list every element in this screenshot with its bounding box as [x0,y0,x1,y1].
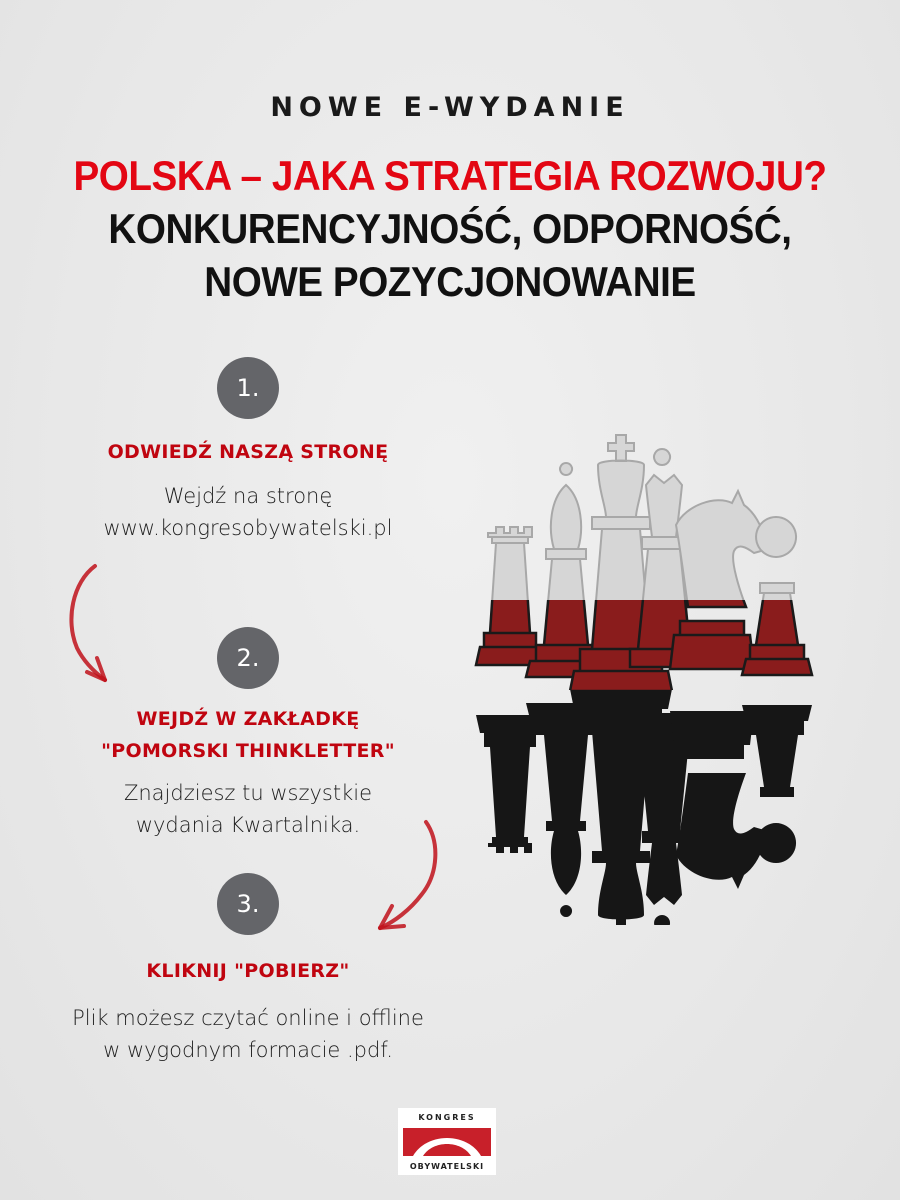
step-1-circle: 1. [217,357,279,419]
step-1-text [0,480,496,544]
title-red: POLSKA – JAKA STRATEGIA ROZWOJU? [73,152,827,199]
step-3-heading-line: KLIKNIJ "POBIERZ" [146,960,350,982]
bridge-arch-icon [403,1128,491,1156]
step-2-heading-line-2: "POMORSKI THINKLETTER" [101,740,395,762]
step-3-heading [0,955,496,987]
step-1-heading-line: ODWIEDŹ NASZĄ STRONĘ [107,441,389,463]
step-1-heading [0,436,496,468]
step-3-text-line-1: Plik możesz czytać online i offline [72,1006,424,1030]
kicker: NOWE E-WYDANIE [270,92,630,123]
step-2-text-line-2: wydania Kwartalnika. [135,813,361,837]
step-3-circle: 3. [217,873,279,935]
title-black-line2: NOWE POZYCJONOWANIE [204,258,696,305]
logo-bottom-text: OBYWATELSKI [409,1162,485,1171]
step-2-heading-line-1: WEJDŹ W ZAKŁADKĘ [136,708,360,730]
step-2-heading [0,703,496,767]
logo-top-text: KONGRES [418,1113,476,1122]
kongres-obywatelski-logo[interactable] [398,1108,496,1175]
title-black-line1: KONKURENCYJNOŚĆ, ODPORNOŚĆ, [108,205,792,252]
arrow-down-right-icon [55,560,125,690]
step-3-text-line-2: w wygodnym formacie .pdf. [103,1038,393,1062]
step-3-text [0,1002,496,1066]
arrow-down-left-icon [370,818,450,933]
step-2-circle: 2. [217,627,279,689]
chess-pieces-illustration [470,425,820,925]
step-1-text-line: Wejdź na stronę [163,484,333,508]
step-1-url[interactable]: www.kongresobywatelski.pl [103,516,393,540]
step-2-text-line-1: Znajdziesz tu wszystkie [123,781,373,805]
